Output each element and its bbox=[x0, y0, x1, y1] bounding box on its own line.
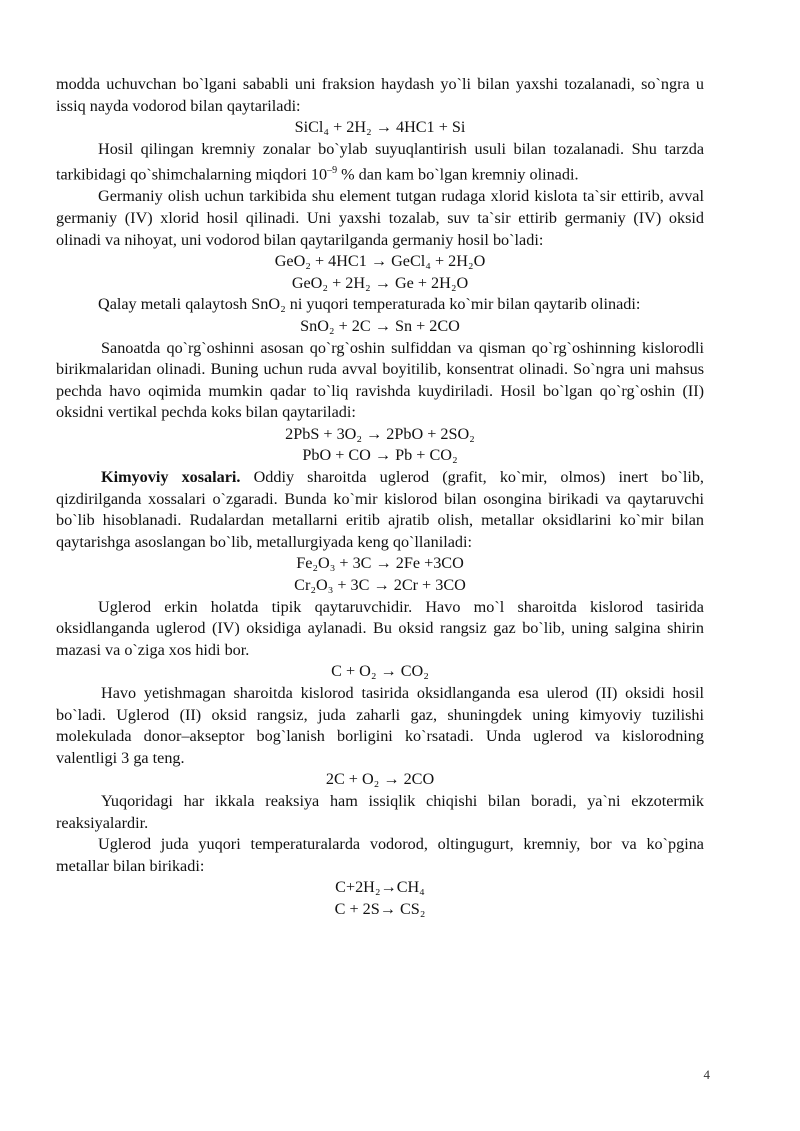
paragraph-1: modda uchuvchan bo`lgani sababli uni fraksion haydash yo`li bilan yaxshi tozalanadi, so`ngra u issiq nayda vodorod bilan qaytariladi: bbox=[56, 75, 704, 115]
equation-geo2-h2: GeO₂ + 2H₂ → Ge + 2H₂O bbox=[291, 273, 469, 292]
paragraph-2-text-b: % dan kam bo`lgan kremniy olinadi. bbox=[337, 165, 579, 184]
paragraph-6-text: Oddiy sharoitda uglerod (grafit, ko`mir, olmos) inert bo`lib, qizdirilganda xossalari o`zgaradi. Bunda ko`mir kislorod bilan osongina birikadi va qaytaruvchi bo`lib hisoblanadi. Rudalardan metallarni eritib ajratib olish, metallar oksidlarini ko`mir bilan qaytarishga asoslangan bo`lib, metallurgiyada keng qo`llaniladi: bbox=[56, 468, 704, 551]
equation-geo2-hcl: GeO₂ + 4HC1 → GeCl₄ + 2H₂O bbox=[274, 252, 486, 271]
equation-sno2-c: SnO₂ + 2C → Sn + 2CO bbox=[300, 316, 460, 335]
equation-c-o2-co2: C + O₂ → CO₂ bbox=[331, 662, 429, 681]
section-heading-chemical-properties: Kimyoviy xosalari. bbox=[101, 468, 241, 487]
paragraph-5: Sanoatda qo`rg`oshinni asosan qo`rg`oshin sulfiddan va qisman qo`rg`oshinning kislorodli birikmalaridan olinadi. Buning uchun ruda avval boyitilib, konsentrat olinadi. So`ngra uni mahsus pechda havo oqimida mumkin qadar to`liq ravishda kuydiriladi. Hosil bo`lgan qo`rg`oshin (II) oksidni vertikal pechda koks bilan qaytariladi: bbox=[56, 338, 704, 422]
equation-cr2o3-c: Cr₂O₃ + 3C → 2Cr + 3CO bbox=[294, 576, 466, 595]
page-content bbox=[56, 74, 704, 921]
paragraph-2-exponent: –9 bbox=[327, 165, 338, 177]
equation-sicl4-reduction: SiCl₄ + 2H₂ → 4HC1 + Si bbox=[294, 118, 466, 137]
equation-2c-o2-2co: 2C + O₂ → 2CO bbox=[325, 770, 435, 789]
equation-fe2o3-c: Fe₂O₃ + 3C → 2Fe +3CO bbox=[296, 554, 464, 573]
paragraph-9: Yuqoridagi har ikkala reaksiya ham issiqlik chiqishi bilan boradi, ya`ni ekzotermik reaksiyalardir. bbox=[56, 791, 704, 832]
paragraph-7: Uglerod erkin holatda tipik qaytaruvchidir. Havo mo`l sharoitda kislorod tasirida oksidlanganda uglerod (IV) oksidiga aylanadi. Bu oksid rangsiz gaz bo`lib, uning salgina shirin mazasi va o`ziga xos hidi bor. bbox=[56, 597, 704, 659]
paragraph-8: Havo yetishmagan sharoitda kislorod tasirida oksidlanganda esa ulerod (II) oksidi hosil bo`ladi. Uglerod (II) oksid rangsiz, juda zaharli gaz, shuningdek uning kimyoviy tuzilishi molekulada donor–akseptor bog`lanish borligini ko`rsatadi. Unda uglerod va kislorodning valentligi 3 ga teng. bbox=[56, 684, 704, 767]
equation-pbo-co: PbO + CO → Pb + CO₂ bbox=[302, 446, 458, 465]
paragraph-2-text-a: Hosil qilingan kremniy zonalar bo`ylab suyuqlantirish usuli bilan tozalanadi. Shu tarzda tarkibidagi qo`shimchalarning miqdori 10 bbox=[56, 139, 704, 184]
equation-c-s-cs2: C + 2S→ CS₂ bbox=[334, 899, 426, 918]
paragraph-4: Qalay metali qalaytosh SnO₂ ni yuqori temperaturada ko`mir bilan qaytarib olinadi: bbox=[98, 295, 641, 314]
page-number: 4 bbox=[703, 1067, 710, 1082]
paragraph-10: Uglerod juda yuqori temperaturalarda vodorod, oltingugurt, kremniy, bor va ko`pgina metallar bilan birikadi: bbox=[56, 835, 704, 875]
paragraph-3: Germaniy olish uchun tarkibida shu element tutgan rudaga xlorid kislota ta`sir ettirib, avval germaniy (IV) xlorid hosil qilinadi. Uni yaxshi tozalab, suv ta`sir ettirib germaniy (IV) oksid olinadi va nihoyat, uni vodorod bilan qaytarilganda germaniy hosil bo`ladi: bbox=[56, 187, 704, 249]
equation-c-h2-ch4: C+2H₂→CH₄ bbox=[335, 878, 425, 897]
paragraph-6 bbox=[56, 467, 704, 553]
paragraph-2 bbox=[56, 139, 704, 187]
equation-pbs-o2: 2PbS + 3O₂ → 2PbO + 2SO₂ bbox=[285, 424, 475, 443]
